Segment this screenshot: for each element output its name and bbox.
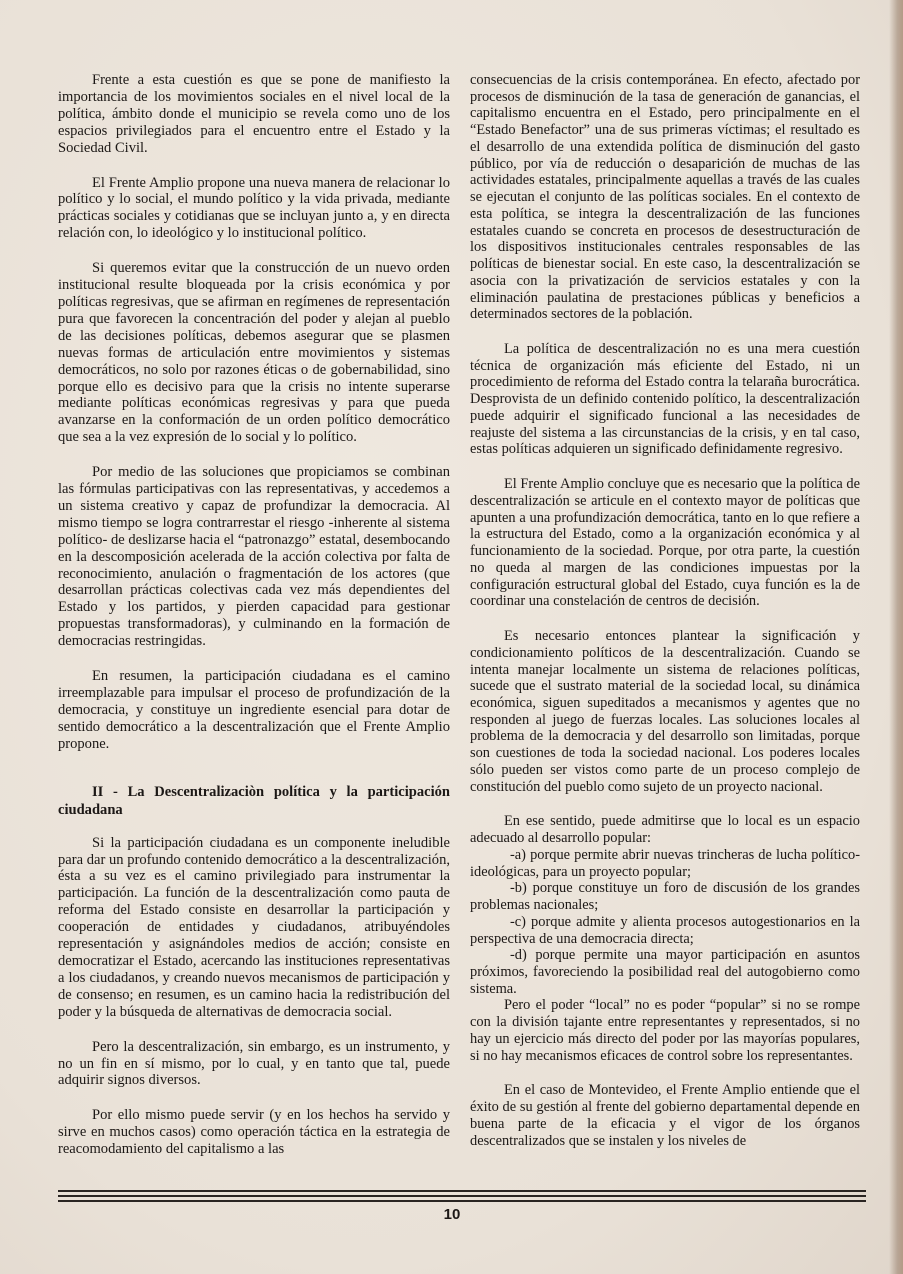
paragraph: Por medio de las soluciones que propiciamos se combinan las fórmulas participativas con las representativas, y accedemos a un sistema creativo y capaz de profundizar la democracia. Al mismo tiempo se logra contrarrestar el riesgo -inherente al sistema político- de deslizarse hacia el “patronazgo” estatal, desembocando en la descomposición acelerada de la acción colectiva por falta de reconocimiento, anulación o fragmentación de los actores (que desarrollan prácticas colectivas cada vez más dependientes del Estado y los partidos, y pierden capacidad para gestionar propuestas transformadoras), y culminando en la formación de democracias restringidas.: [58, 464, 450, 650]
paragraph: Pero el poder “local” no es poder “popular” si no se rompe con la división tajante entre representantes y representados, si no hay un ejercicio más directo del poder por las mayorías populares, si no hay mecanismos eficaces de control sobre los representantes.: [470, 997, 860, 1064]
list-item: [470, 847, 860, 880]
list-item: [470, 914, 860, 947]
left-column: [58, 72, 450, 1176]
paragraph: En ese sentido, puede admitirse que lo local es un espacio adecuado al desarrollo popular:: [470, 813, 860, 847]
list-item-text: -d) porque permite una mayor participación en asuntos próximos, favoreciendo la posibilidad real del autogobierno como sistema.: [470, 947, 860, 997]
list-item-text: -c) porque admite y alienta procesos autogestionarios en la perspectiva de una democracia directa;: [470, 913, 860, 947]
right-column: [470, 72, 860, 1167]
paragraph: En el caso de Montevideo, el Frente Amplio entiende que el éxito de su gestión al frente del gobierno departamental depende en buena parte de la eficacia y el vigor de los órganos descentralizados que se instalen y los niveles de: [470, 1082, 860, 1149]
paragraph-continued: consecuencias de la crisis contemporánea. En efecto, afectado por procesos de disminución de la tasa de generación de ganancias, el capitalismo encuentra en el Estado, pero principalmente en el “Estado Benefactor” una de sus primeras víctimas; el resultado es el desarrollo de una extendida política de disminución del gasto público, por vía de reducción o desaparición de muchas de las actividades estatales, principalmente aquellas a través de las cuales se ejecutan el conjunto de las políticas sociales. En el contexto de esta política, se integra la descentralización de las funciones estatales cuando se concreta en procesos de desestructuración de los dispositivos institucionales centrales responsables de las políticas de bienestar social. En este caso, la descentralización se asocia con la privatización de servicios estatales y con la eliminación paulatina de prestaciones públicas y beneficios a determinados sectores de la población.: [470, 72, 860, 323]
paragraph: La política de descentralización no es una mera cuestión técnica de organización más eficiente del Estado, ni un procedimiento de reforma del Estado contra la telaraña burocrática. Desprovista de un definido contenido político, la descentralización puede adquirir el significado funcional a las necesidades de reajuste del sistema a las circunstancias de la crisis, y en tal caso, estas políticas adquieren un significado definidamente regresivo.: [470, 341, 860, 458]
paragraph: Si queremos evitar que la construcción de un nuevo orden institucional resulte bloqueada por la crisis económica y por políticas regresivas, que se afirman en regímenes de representación pura que favorecen la concentración del poder y alejan al pueblo de las decisiones políticas, debemos asegurar que se plasmen nuevas formas de articulación entre movimientos y sistemas democráticos, no solo por razones éticas o de gobernabilidad, sino porque ello es decisivo para que la crisis no intente superarse mediante políticas económicas regresivas y para que pueda avanzarse en la conformación de un orden político democrático que sea a la vez expresión de lo social y lo político.: [58, 260, 450, 446]
page-edge-shadow: [889, 0, 903, 1274]
footer-rule: [58, 1195, 866, 1197]
list-item-text: -a) porque permite abrir nuevas trincheras de lucha político-ideológicas, para un proyecto popular;: [470, 846, 860, 880]
paragraph: El Frente Amplio propone una nueva manera de relacionar lo político y lo social, el mundo político y la vida privada, mediante prácticas sociales y cotidianas que se incluyan junto a, y en directa relación con, lo ideológico y lo institucional político.: [58, 174, 450, 242]
list-item-text: -b) porque constituye un foro de discusión de los grandes problemas nacionales;: [470, 880, 860, 914]
list-item: [470, 947, 860, 997]
paragraph: Si la participación ciudadana es un componente ineludible para dar un profundo contenido democrático a la descentralización, ésta a su vez es el camino privilegiado para instrumentar la participación. La función de la descentralización como pauta de reforma del Estado consiste en desarrollar la participación y cooperación de entidades y ciudadanos, atribuyéndoles representación y asignándoles medios de acción; consiste en democratizar el Estado, acercando las instituciones representativas a los ciudadanos, y creando nuevos mecanismos de participación y de consenso; en resumen, es un camino hacia la redistribución del poder y la búsqueda de alternativas de democracia social.: [58, 834, 450, 1020]
paragraph: El Frente Amplio concluye que es necesario que la política de descentralización se articule en el contexto mayor de políticas que apunten a una profundización democrática, tanto en lo que refiere a la estructura del Estado, como a la organización económica y al funcionamiento de la sociedad. Porque, por otra parte, la cuestión no queda al margen de las condiciones impuestas por la configuración estructural global del Estado, cuya función es la de coordinar una constelación de centros de decisión.: [470, 476, 860, 610]
section-heading: II - La Descentralizaciòn política y la participación ciudadana: [58, 783, 450, 818]
paragraph: Frente a esta cuestión es que se pone de manifiesto la importancia de los movimientos sociales en el nivel local de la política, ámbito donde el municipio se revela como uno de los espacios privilegiados para el encuentro entre el Estado y la Sociedad Civil.: [58, 72, 450, 156]
list-item: [470, 880, 860, 913]
paragraph: En resumen, la participación ciudadana es el camino irreemplazable para impulsar el proceso de profundización de la democracia, y constituye un ingrediente esencial para dotar de sentido democrático a la descentralización que el Frente Amplio propone.: [58, 668, 450, 752]
paragraph: Pero la descentralización, sin embargo, es un instrumento, y no un fin en sí mismo, por lo cual, y en tanto que tal, puede adquirir signos diversos.: [58, 1038, 450, 1089]
footer-rule: [58, 1200, 866, 1202]
footer-rule: [58, 1190, 866, 1192]
page-number: 10: [443, 1206, 461, 1223]
paragraph: Es necesario entonces plantear la significación y condicionamiento políticos de la descentralización. Cuando se intenta manejar localmente un sistema de relaciones políticas, sucede que el sustrato material de la sociedad local, su dinámica económica, siguen supeditados a mecanismos y agentes que no responden al juego de fuerzas locales. Las soluciones locales al problema de la democracia y del desarrollo son limitadas, porque son cuestiones de toda la sociedad nacional. Los poderes locales sólo pueden ser vistos como parte de un proceso complejo de constitución del pueblo como sujeto de un proyecto nacional.: [470, 628, 860, 795]
paragraph: Por ello mismo puede servir (y en los hechos ha servido y sirve en muchos casos) como operación táctica en la estrategia de reacomodamiento del capitalismo a las: [58, 1107, 450, 1158]
